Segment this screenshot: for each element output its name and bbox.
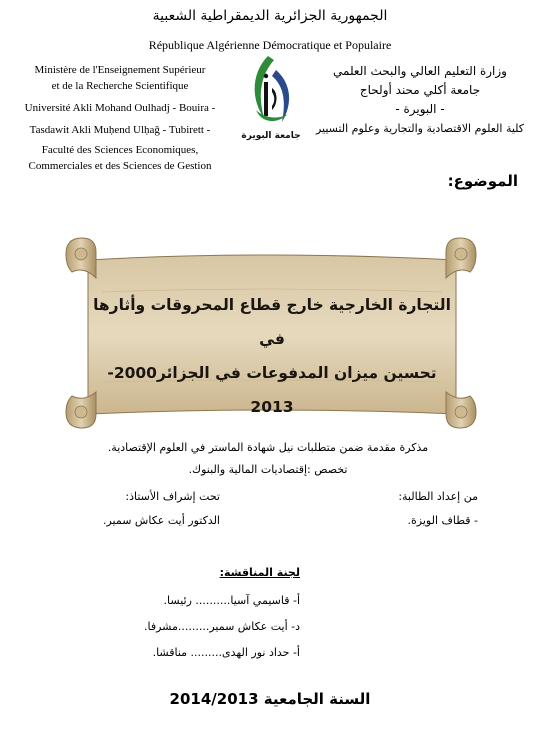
faculty-line-1: Faculté des Sciences Economiques, <box>41 144 199 156</box>
academic-year: السنة الجامعية 2014/2013 <box>169 690 371 708</box>
thesis-title-line-2: تحسين ميزان المدفوعات في الجزائر2000-2013 <box>107 364 437 416</box>
university-logo <box>238 52 304 144</box>
supervisor-name: الدكتور أيت عكاش سمير. <box>102 514 220 527</box>
memo-line-2: تخصص :إقتصاديات المالية والبنوك. <box>188 463 348 476</box>
logo-caption: جامعة البويرة <box>241 131 301 141</box>
memo-description <box>58 437 478 481</box>
jury-member-president: أ- قاسيمي آسيا.......... رئيسا. <box>163 594 300 607</box>
institution-block-arabic <box>310 62 530 138</box>
university-kabyle-line: Tasdawit Akli Muḥend Ulḥaǧ - Tubirett - <box>29 124 211 136</box>
subject-label: الموضوع: <box>447 172 518 190</box>
faculty-line-arabic: كلية العلوم الاقتصادية والتجارية وعلوم التسيير <box>315 122 525 135</box>
ministry-line-arabic: وزارة التعليم العالي والبحث العلمي <box>333 64 507 78</box>
student-name: - قطاف الويزة. <box>407 514 478 527</box>
supervisor-label: تحت إشراف الأستاذ: <box>125 490 220 503</box>
ministry-line-2: et de la Recherche Scientifique <box>51 80 189 92</box>
jury-member-examiner: أ- حداد نور الهدى......... مناقشا. <box>152 646 300 659</box>
thesis-title <box>88 288 456 424</box>
ministry-line-1: Ministère de l'Enseignement Supérieur <box>34 64 206 76</box>
memo-line-1: مذكرة مقدمة ضمن متطلبات نيل شهادة الماستر في العلوم الإقتصادية. <box>107 441 429 454</box>
city-line-arabic: - البويرة - <box>395 102 445 116</box>
jury-member-supervisor: د- أيت عكاش سمير.........مشرفا. <box>143 620 300 633</box>
prepared-by-label: من إعداد الطالبة: <box>398 490 478 503</box>
university-line: Université Akli Mohand Oulhadj - Bouira - <box>24 102 216 114</box>
thesis-title-line-1: التجارة الخارجية خارج قطاع المحروقات وأثارها في <box>93 296 451 348</box>
institution-block-french <box>14 62 226 174</box>
jury-title: لجنة المناقشة: <box>219 566 300 579</box>
republic-title-french: République Algérienne Démocratique et Populaire <box>148 38 392 52</box>
faculty-line-2: Commerciales et des Sciences de Gestion <box>28 160 212 172</box>
republic-title-arabic: الجمهورية الجزائرية الديمقراطية الشعبية <box>152 8 388 24</box>
university-line-arabic: جامعة أكلي محند أولحاج <box>359 83 481 97</box>
